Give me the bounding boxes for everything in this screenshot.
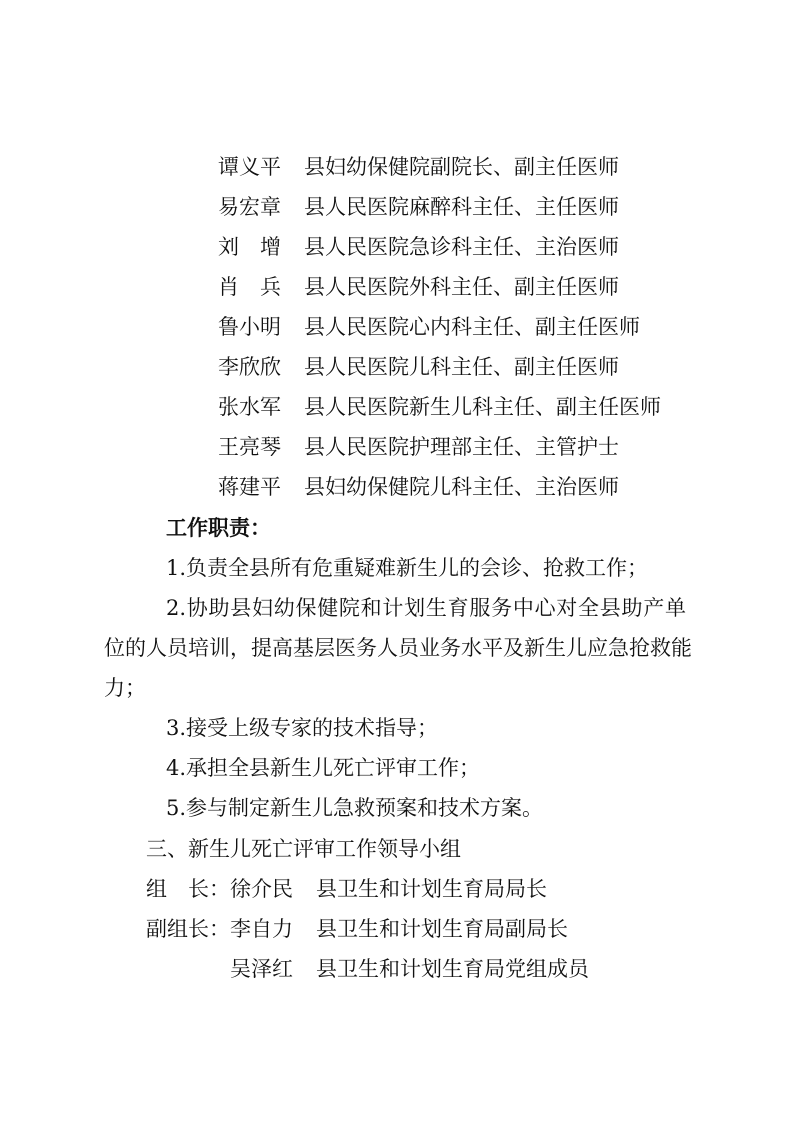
person-name: 李自力 xyxy=(230,917,293,941)
member-title: 县人民医院外科主任、副主任医师 xyxy=(304,275,619,299)
person-title: 县卫生和计划生育局党组成员 xyxy=(316,957,589,981)
member-title: 县人民医院护理部主任、主管护士 xyxy=(304,435,619,459)
member-title: 县人民医院儿科主任、副主任医师 xyxy=(304,355,619,379)
role-label: 副组长： xyxy=(146,917,230,941)
section-heading: 三、新生儿死亡评审工作领导小组 xyxy=(146,837,461,861)
duty-item: 3.接受上级专家的技术指导； xyxy=(166,716,439,740)
duties-heading: 工作职责： xyxy=(166,516,271,540)
leader-row xyxy=(146,874,547,904)
member-name: 李欣欣 xyxy=(218,355,281,379)
person-name: 徐介民 xyxy=(230,877,293,901)
member-title: 县人民医院心内科主任、副主任医师 xyxy=(304,315,640,339)
role-label: 组 长： xyxy=(146,877,230,901)
member-row xyxy=(218,192,619,222)
member-row xyxy=(218,392,661,422)
deputy-row xyxy=(146,914,568,944)
member-row xyxy=(218,312,640,342)
duty-item: 2.协助县妇幼保健院和计划生育服务中心对全县助产单 xyxy=(166,596,686,620)
member-row xyxy=(218,272,619,302)
deputy-row xyxy=(230,954,589,984)
member-row xyxy=(218,472,619,502)
member-name: 肖 兵 xyxy=(218,275,281,299)
duty-item: 5.参与制定新生儿急救预案和技术方案。 xyxy=(166,796,544,820)
member-name: 鲁小明 xyxy=(218,315,281,339)
member-title: 县人民医院急诊科主任、主治医师 xyxy=(304,235,619,259)
person-name: 吴泽红 xyxy=(230,957,293,981)
duty-item: 4.承担全县新生儿死亡评审工作； xyxy=(166,756,481,780)
member-name: 谭义平 xyxy=(218,155,281,179)
member-title: 县人民医院新生儿科主任、副主任医师 xyxy=(304,395,661,419)
duty-item-continued: 力； xyxy=(104,676,146,700)
duty-item-continued: 位的人员培训，提高基层医务人员业务水平及新生儿应急抢救能 xyxy=(104,636,692,660)
member-name: 易宏章 xyxy=(218,195,281,219)
member-name: 蒋建平 xyxy=(218,475,281,499)
member-name: 刘 增 xyxy=(218,235,281,259)
member-row xyxy=(218,152,619,182)
person-title: 县卫生和计划生育局局长 xyxy=(316,877,547,901)
member-row xyxy=(218,232,619,262)
member-name: 王亮琴 xyxy=(218,435,281,459)
person-title: 县卫生和计划生育局副局长 xyxy=(316,917,568,941)
member-title: 县人民医院麻醉科主任、主任医师 xyxy=(304,195,619,219)
member-title: 县妇幼保健院儿科主任、主治医师 xyxy=(304,475,619,499)
member-row xyxy=(218,432,619,462)
duty-item: 1.负责全县所有危重疑难新生儿的会诊、抢救工作； xyxy=(166,556,649,580)
member-row xyxy=(218,352,619,382)
member-title: 县妇幼保健院副院长、副主任医师 xyxy=(304,155,619,179)
member-name: 张水军 xyxy=(218,395,281,419)
